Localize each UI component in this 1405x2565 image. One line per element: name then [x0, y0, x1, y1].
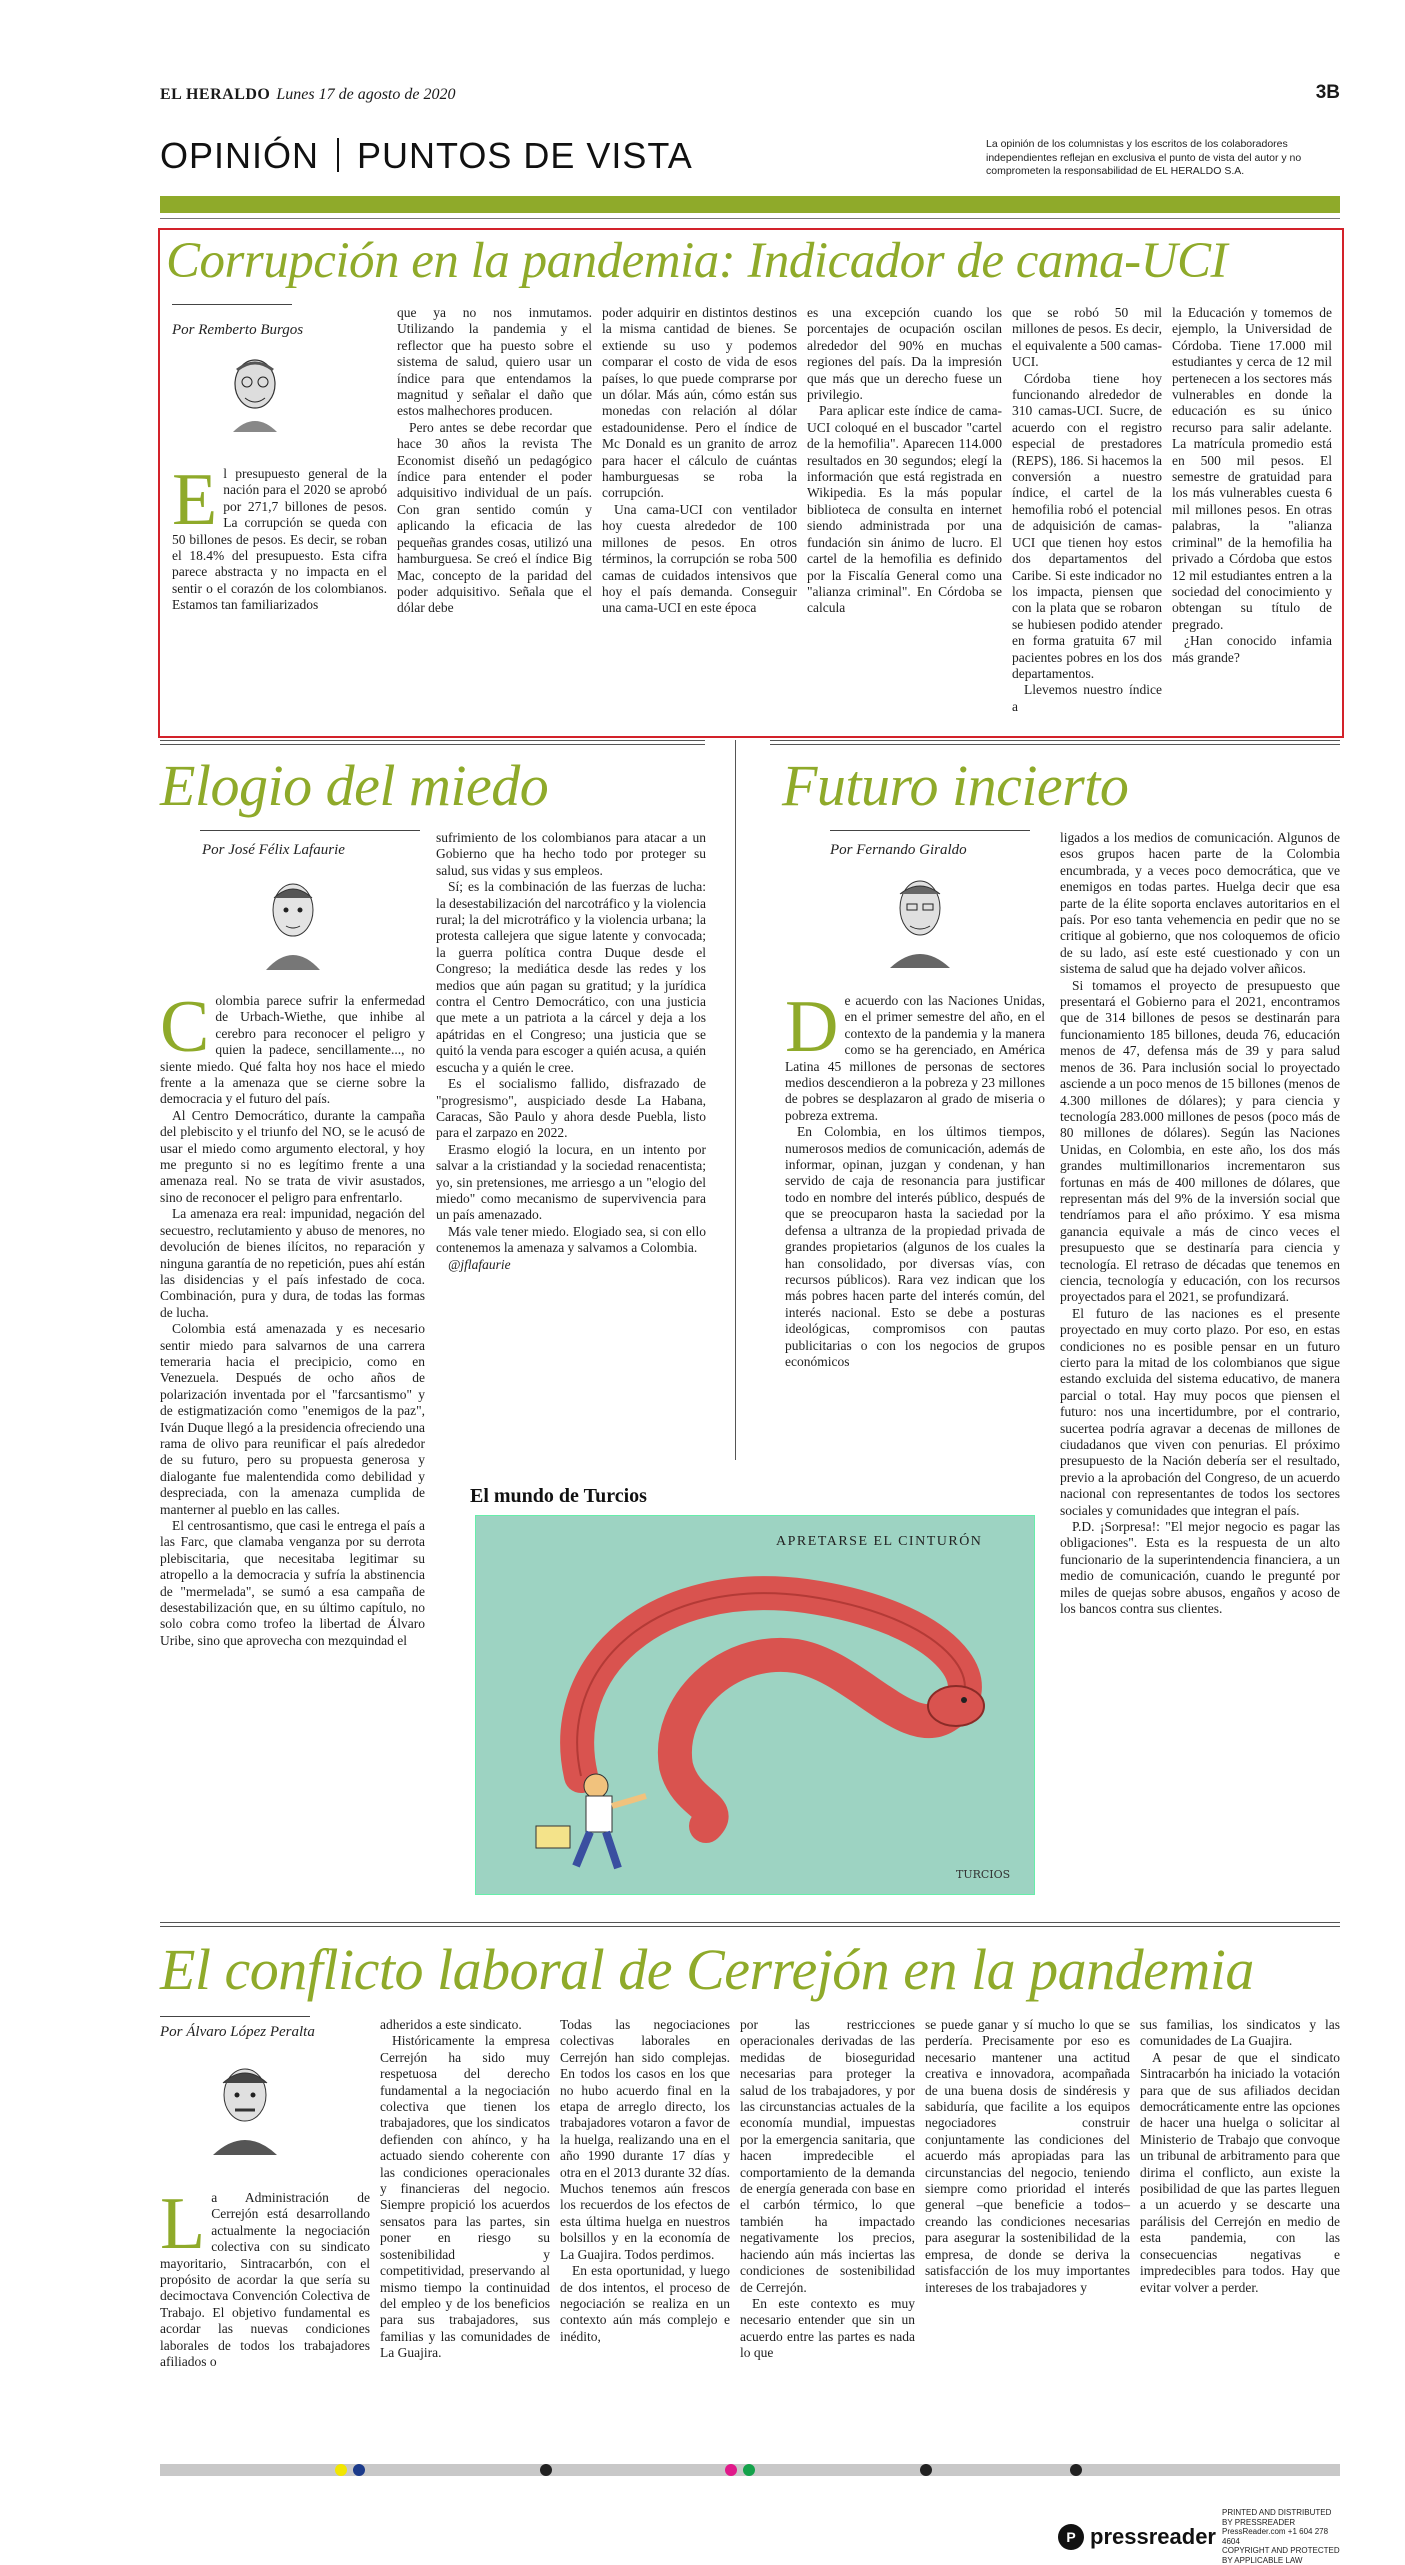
section-double-rule: [160, 740, 705, 745]
headline-corrupcion: Corrupción en la pandemia: Indicador de cama-UCI: [166, 233, 1227, 289]
headline-elogio: Elogio del miedo: [160, 753, 549, 818]
dropcap: E: [172, 459, 218, 541]
article-column: C olombia parece sufrir la enfermedad de Urbach-Wiethe, que inhibe al cerebro para reconocer el peligro y quien la padece, sencillamente..., no siente miedo. Qué falta hoy nos hace el miedo frente a la amenaza que se cierne sobre la democracia y el futuro del país. Al Centro Democrático, durante la campaña del plebiscito y el triunfo del NO, se le acusó de usar el miedo como argumento electoral, y hoy me pregunto si no es legítimo frente a una amenaza real. No se trata de vivir asustados, sino de reconocer el peligro para enfrentarlo. La amenaza era real: impunidad, negación del secuestro, reclutamiento y abuso de menores, no devolución de bienes ilícitos, no reparación y ninguna garantía de no repetición, pues ahí están las disidencias y el país infestado de coca. Combinación, pura y dura, de todas las formas de lucha. Colombia está amenazada y es necesario sentir miedo para salvarnos de una carrera temeraria hacia el precipicio, como en Venezuela. Después de ocho años de polarización inventada por el "farcsantismo" y de estigmatización como "enemigos de la paz", Iván Duque llegó a la presidencia ofreciendo una rama de olivo para reunificar el país alrededor de su futuro, pero su propuesta generosa y dialogante fue malentendida como debilidad y despreciada, con la amenaza cumplida de manterner al pueblo en las calles. El centrosantismo, que casi le entrega el país a las Farc, que clamaba venganza por su derrota plebiscitaria, que necesitaba legitimar su atropello a la democracia y sufría la abstinencia de "mermelada", se sumó a esa campaña de desestabilización que, en su último capítulo, no solo cobra como trofeo la libertad de Álvaro Uribe, sino que aprovecha con mezquindad el: [160, 986, 426, 1648]
article-column: es una excepción cuando los porcentajes de ocupación oscilan alrededor del 90% en muchas regiones del país. Da la impresión que más que un derecho fuese un privilegio. Para aplicar este índice de cama-UCI coloqué en el buscador "cartel de la hemofilia". Aparecen 114.000 resultados en 30 segundos; elegí la información que está registrada en Wikipedia. Es la más popular biblioteca de consulta en internet siendo administrada por una fundación sin ánimo de lucro. El cartel de la hemofilia es definido por la Fiscalía General como una "alianza criminal". En Córdoba se calcula: [807, 305, 1002, 616]
section-double-rule: [770, 740, 1340, 745]
cartoon-caption: APRETARSE EL CINTURÓN: [776, 1534, 983, 1549]
twitter-handle: @jflafaurie: [448, 1256, 511, 1272]
article-column: la Educación y tomemos de ejemplo, la Universidad de Córdoba. Tiene 17.000 mil estudiantes y cerca de 12 mil pertenecen a los sectores más vulnerables en donde la educación es su único recurso para salir adelante. La matrícula promedio está en 500 mil pesos. El semestre de gratuidad para los más vulnerables cuesta 6 mil millones pesos. En otras palabras, la "alianza criminal" de la hemofilia ha privado a Córdoba que estos 12 mil estudiantes entren a la sociedad del conocimiento y obtengan su título de pregrado. ¿Han conocido infamia más grande?: [1172, 305, 1332, 665]
article-column: sufrimiento de los colombianos para atacar a un Gobierno que ha hecho todo por proteger su salud, sus vidas y sus empleos. Sí; es la combinación de las fuerzas de lucha: la desestabilización del narcotráfico y la violencia rural; la del microtráfico y la violencia urbana; la protesta callejera que sigue latente y convocada; la guerra política contra Duque desde el Congreso; la mediática desde las redes y los medios que aún pagan su gratitud; y la jurídica contra el Centro Democrático, con una justicia que mete a un patriota a la cárcel y deja a los apátridas en el Congreso; una justicia que se quitó la venda para escoger a quién acusa, a quién escucha y a quién le cree. Es el socialismo fallido, disfrazado de "progresismo", auspiciado desde La Habana, Caracas, São Paulo y ahora desde Puebla, listo para el zarpazo en 2022. Erasmo elogió la locura, en un intento por salvar a la cristiandad y la sociedad renacentista; yo, sin pretensiones, me arriesgo a un "elogio del miedo" como mecanismo de supervivencia para un país amenazado. Más vale tener miedo. Elogiado sea, si con ello contenemos la amenaza y salvamos a Colombia. @jflafaurie: [436, 830, 706, 1272]
pressreader-fine-print: PRINTED AND DISTRIBUTED BY PRESSREADER PressReader.com +1 604 278 4604 COPYRIGHT AND PROTECTED BY APPLICABLE LAW: [1222, 2508, 1340, 2565]
byline-rule: [160, 2016, 310, 2017]
article-column: E l presupuesto general de la nación para el 2020 se aprobó por 271,7 billones de pesos. La corrupción se queda con 50 billones de pesos. Es decir, se roban el 18.4% del presupuesto. Esta cifra parece abstracta y no impacta en el sentir o el corazón de los colombianos. Estamos tan familiarizados: [172, 459, 387, 613]
disclaimer: La opinión de los columnistas y los escritos de los colaboradores independientes reflejan en exclusiva el punto de vista del autor y no comprometen la responsabilidad de EL HERALDO S.A.: [986, 138, 1302, 177]
cartoon-title: El mundo de Turcios: [470, 1485, 647, 1507]
author-portrait-giraldo: [880, 868, 960, 968]
section-left: OPINIÓN: [160, 135, 320, 176]
headline-futuro: Futuro incierto: [782, 753, 1129, 818]
byline-burgos: Por Remberto Burgos: [172, 322, 304, 338]
article-column: ligados a los medios de comunicación. Algunos de esos grupos hacen parte de la Colombia encumbrada, y a veces poco democrática, que ve enemigos en todas partes. Huelga decir que esa parte de la élite soporta enclaves autoritarios en el país. Por eso tanta vehemencia en pedir que no se critique al gobierno, que nos coloquemos de oficio de su lado, así este esté cuestionado y con un sistema de salud que ha dejado volver añicos. Si tomamos el proyecto de presupuesto que presentará el Gobierno para el 2021, encontramos que de 314 billones de pesos se destinarán para funcionamiento 185 billones, deuda 76, educación menos de 47, defensa más de 39 y para salud menos de 36. Para inclusión social lo proyectado asciende a un poco menos de 15 billones (menos de 4.300 millones de dólares); y para ciencia y tecnología 283.000 millones de pesos (poco más de 80 millones de dólares). Según las Naciones Unidas, en Colombia, en este año, los dos más grandes multimillonarios incrementaron sus fortunas en más de 400 millones de dólares, que representan más del 9% de la inversión social que tendríamos para el año próximo. Y esa misma ganancia equivale a más de cinco veces el presupuesto que se destinaría para ciencia y tecnología. El retraso de décadas que tenemos en ciencia, tecnología y educación, con los recursos proyectados para el 2021, se profundizará. El futuro de las naciones es el presente proyectado en muy corto plazo. Por eso, en estas condiciones no es posible pensar en un futuro cierto para la mitad de los colombianos que sigue estando excluida del sistema educativo, de manera parcial o total. Hay muy pocos que piensen el futuro: nos una incertidumbre, por el contrario, sucertea podría agravar a decenas de millones de ciudadanos que viven con penurias. El próximo presupuesto de la Nación debería ser el resultado, previo a la aprobación del Congreso, de un acuerdo nacional con representantes de todos los sectores sociales y comunidades que integran el país. P.D. ¡Sorpresa!: "El mejor negocio es pagar las obligaciones". Esta es la respuesta de un alto funcionario de la superintendencia financiera, a un medio de comunicación, cuando le pregunté por miles de quejas sobre abusos, engaños y acoso de los bancos contra sus clientes.: [1060, 830, 1340, 1617]
pressreader-footer: [1058, 2508, 1340, 2565]
dropcap: C: [160, 986, 210, 1068]
byline-rule: [830, 830, 1030, 831]
column-separator: [735, 740, 736, 1460]
cartoon-illustration: [475, 1515, 1035, 1895]
pressreader-logo[interactable]: pressreader: [1090, 2523, 1216, 2549]
headline-cerrejon: El conflicto laboral de Cerrejón en la pandemia: [160, 1937, 1254, 2002]
article-column: D e acuerdo con las Naciones Unidas, en el primer semestre del año, en el contexto de la pandemia y la manera como se ha gerenciado, en América Latina 45 millones de personas de sectores medios descendieron a la pobreza y 23 millones de pobres se desplazaron al grado de miseria o pobreza extrema. En Colombia, en los últimos tiempos, numerosos medios de comunicación, además de informar, opinan, juzgan y condenan, y han servido de caja de resonancia para justificar todo en nombre del interés público, después de que se preocuparon hasta la saciedad por la defensa a ultranza de la propiedad privada de grandes propietarios (algunos de los cuales la han consolidado, por diversas vías, con recursos públicos). Rara vez indican que los más pobres hacen parte del interés común, del interés nacional. Esto se debe a posturas ideológicas, compromisos con pautas publicitarias o con los negocios de grupos económicos: [785, 986, 1045, 1369]
section-divider: [337, 138, 339, 172]
author-portrait-lopez: [205, 2055, 285, 2155]
byline-lafaurie: Por José Félix Lafaurie: [202, 842, 345, 858]
article-column: que ya no nos inmutamos. Utilizando la pandemia y el reflector que ha puesto sobre el sistema de salud, quiero usar un índice para que entendamos la magnitud y señalar el daño que estos malhechores producen. Pero antes se debe recordar que hace 30 años la revista The Economist diseñó un pedagógico índice para entender el poder adquisitivo individual de un país. Con gran sentido común y aplicando la eficacia de las pequeñas grandes cosas, utilizó una hamburguesa. Se creó el índice Big Mac, concepto de la paridad del poder adquisitivo. Señala que el dólar debe: [397, 305, 592, 616]
section-title: [160, 135, 693, 177]
dropcap: D: [785, 986, 839, 1068]
issue-date: Lunes 17 de agosto de 2020: [276, 86, 456, 103]
byline-giraldo: Por Fernando Giraldo: [830, 842, 967, 858]
article-column: adheridos a este sindicato. Históricamente la empresa Cerrejón ha sido muy respetuosa del derecho fundamental a la negociación colectiva que tienen los trabajadores, que los sindicatos defienden con ahínco, y ha actuado siendo coherente con las condiciones operacionales y financieras del negocio. Siempre propició los acuerdos sensatos para las partes, sin poner en riesgo su sostenibilidad y competitividad, preservando al mismo tiempo la continuidad del empleo y de los beneficios para sus trabajadores, sus familias y las comunidades de La Guajira.: [380, 2017, 550, 2361]
article-column: que se robó 50 mil millones de pesos. Es decir, el equivalente a 500 camas-UCI. Córdoba tiene hoy funcionando alrededor de 310 camas-UCI. Sucre, de acuerdo con el registro especial de prestadores (REPS), 186. Si hacemos la conversión a nuestro índice, el cartel de la hemofilia robó el potencial de adquisición de camas-UCI que tienen hoy estos dos departamentos del Caribe. Si este indicador no los impacta, piensen que con la plata que se robaron se hubiesen podido atender en forma gratuita 67 mil pacientes pobres en los dos departamentos. Llevemos nuestro índice a: [1012, 305, 1162, 714]
article-column: L a Administración de Cerrejón está desarrollando actualmente la negociación colectiva con su sindicato mayoritario, Sintracarbón, con el propósito de acordar la que sería su decimoctava Convención Colectiva de Trabajo. El objetivo fundamental es acordar las nuevas condiciones laborales de todos los trabajadores afiliados o: [160, 2183, 370, 2370]
article-column: sus familias, los sindicatos y las comunidades de La Guajira. A pesar de que el sindicato Sintracarbón ha iniciado la votación para que de sus afiliados decidan democráticamente entre las opciones de hacer una huelga o solicitar al Ministerio de Trabajo que convoque un tribunal de arbitramento para que dirima el conflicto, aun existe la posibilidad de que las partes lleguen a un acuerdo y se descarte una parálisis del Cerrejón en medio de esta pandemia, con las consecuencias negativas e impredecibles para todos. Hay que evitar volver a perder.: [1140, 2017, 1340, 2295]
registration-bar: [160, 2464, 1340, 2476]
accent-bar: [160, 196, 1340, 213]
cartoon-signature: TURCIOS: [956, 1868, 1011, 1881]
section-double-rule: [160, 1922, 1340, 1927]
header-rule: [160, 218, 1340, 219]
page-number: 3B: [1315, 82, 1340, 103]
author-portrait-burgos: [215, 350, 295, 432]
byline-rule: [172, 304, 292, 305]
section-right: PUNTOS DE VISTA: [357, 135, 693, 176]
author-portrait-lafaurie: [258, 870, 328, 970]
masthead: [160, 84, 1340, 106]
article-column: se puede ganar y sí mucho lo que se perdería. Precisamente por eso es necesario mantener una actitud creativa e innovadora, acompañada de una buena dosis de sindéresis y sabiduría, que facilite a los equipos negociadores construir conjuntamente las condiciones del acuerdo más apropiadas para las circunstancias del negocio, teniendo siempre como prioridad el interés general –que beneficie a todos– creando las condiciones necesarias para asegurar la sostenibilidad de la empresa, de donde se deriva la satisfacción de los muy importantes intereses de los trabajadores y: [925, 2017, 1130, 2295]
article-column: poder adquirir en distintos destinos la misma cantidad de bienes. Se extiende su uso y podemos comparar el costo de vida de esos países, lo que puede comprarse por un dólar. Más aún, cómo están sus monedas con relación al dólar estadounidense. Pero el índice de Mc Donald es un granito de arroz para hacer el cálculo de cuántas hamburguesas se roba la corrupción. Una cama-UCI con ventilador hoy cuesta alrededor de 100 millones de pesos. En otros términos, la corrupción se roba 500 camas de cuidados intensivos que hoy el país demanda. Conseguir una cama-UCI en este época: [602, 305, 797, 616]
byline-rule: [200, 830, 420, 831]
article-column: Todas las negociaciones colectivas laborales en Cerrejón han sido complejas. En todos los casos en los que no hubo acuerdo final en la etapa de arreglo directo, los trabajadores votaron a favor de la huelga, realizando una en el año 1990 durante 17 días y otra en el 2013 durante 32 días. Muchos tenemos aún frescos los recuerdos de los efectos de esta última huelga en nuestros bolsillos y en la economía de La Guajira. Todos perdimos. En esta oportunidad, y luego de dos intentos, el proceso de negociación se realiza en un contexto aún más complejo e inédito,: [560, 2017, 730, 2344]
pressreader-icon: P: [1058, 2524, 1084, 2550]
dropcap: L: [160, 2183, 206, 2265]
byline-lopez-peralta: Por Álvaro López Peralta: [160, 2024, 315, 2040]
paper-name: EL HERALDO: [160, 86, 271, 103]
article-column: por las restricciones operacionales derivadas de las medidas de bioseguridad necesarias para proteger la salud de los trabajadores, y por las circunstancias actuales de la economía mundial, impuestas por la emergencia sanitaria, que hacen impredecible el comportamiento de la demanda de energía generada con base en el carbón térmico, lo que también ha impactado negativamente los precios, haciendo aún más inciertas las condiciones de sostenibilidad de Cerrejón. En este contexto es muy necesario entender que sin un acuerdo entre las partes es nada lo que: [740, 2017, 915, 2361]
